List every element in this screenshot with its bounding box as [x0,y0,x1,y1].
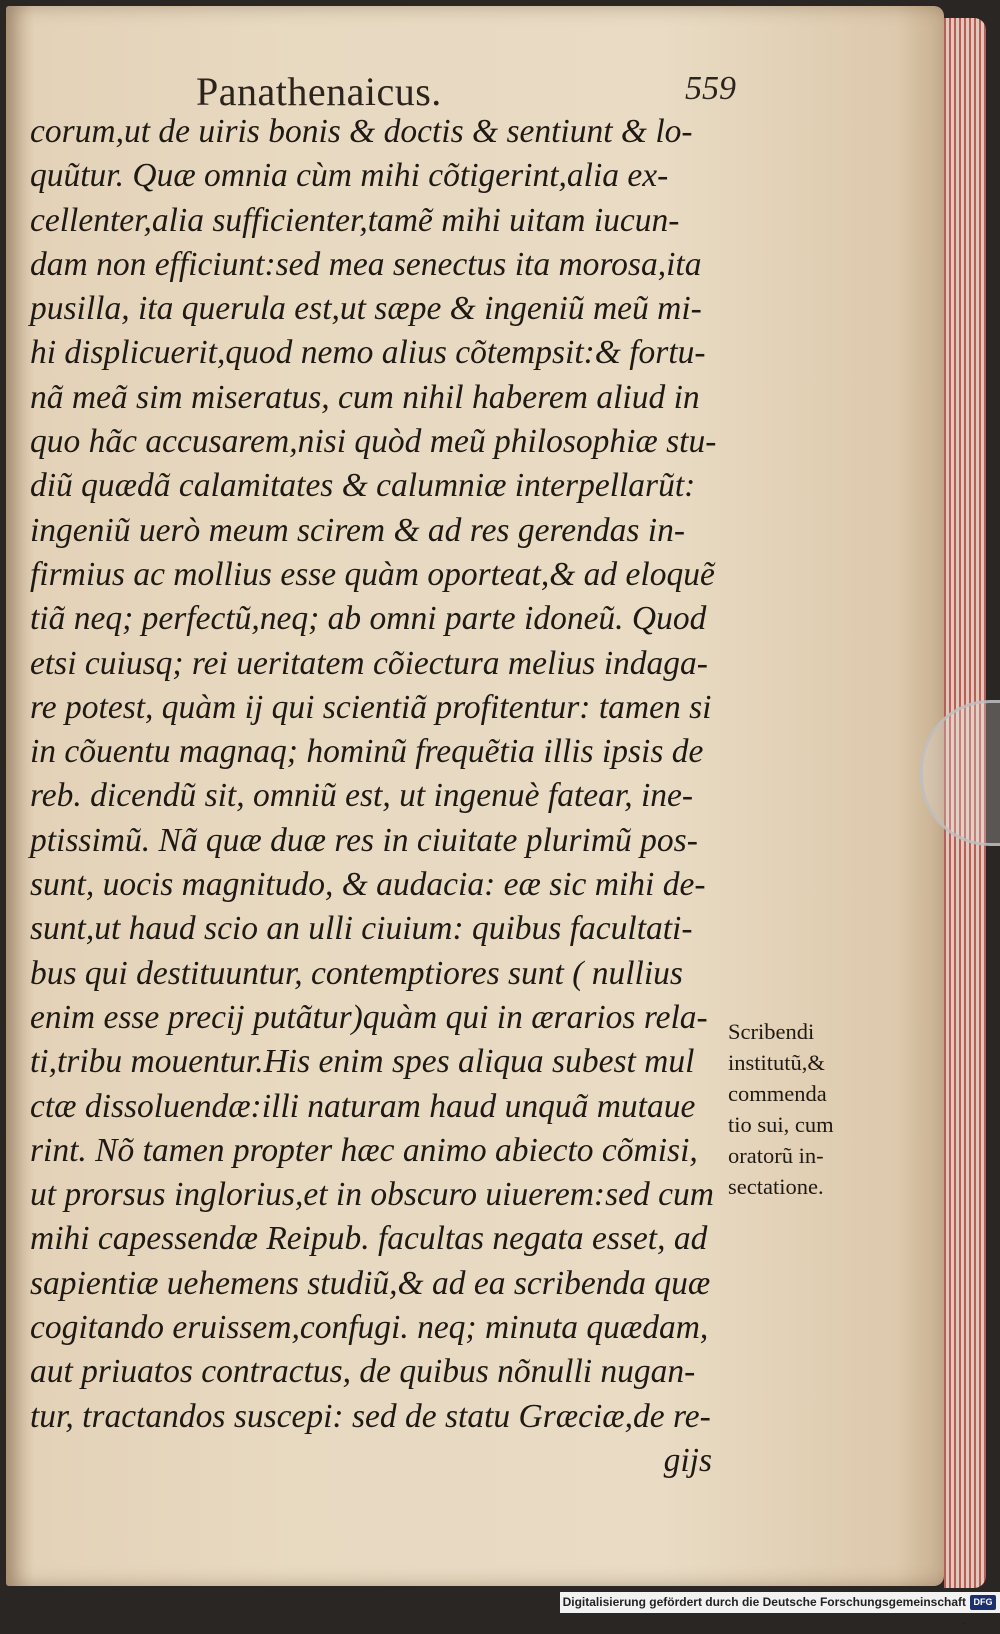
margin-note-line: tio sui, cum [728,1112,834,1137]
text-line: hi displicuerit,quod nemo alius cõtempsit:& fortu- [30,334,706,372]
text-line: nã meã sim miseratus, cum nihil haberem aliud in [30,378,700,416]
text-line: tur, tractandos suscepi: sed de statu Græciæ,de re- [30,1397,711,1435]
running-title: Panathenaicus. [196,69,442,114]
text-line: ut prorsus inglorius,et in obscuro uiuerem:sed cum [30,1176,714,1214]
text-line: enim esse precij putãtur)quàm qui in ærarios rela- [30,998,708,1036]
catchword: gijs [663,1441,712,1479]
text-line: ingeniũ uerò meum scirem & ad res gerendas in- [30,511,686,549]
margin-note-line: Scribendi [728,1019,815,1044]
page-number: 559 [685,70,736,107]
digitization-footer [560,1592,1000,1630]
text-line: etsi cuiusq; rei ueritatem cõiectura melius indaga- [30,644,708,682]
text-line: cogitando eruissem,confugi. neq; minuta quædam, [30,1309,709,1347]
text-line: diũ quædã calamitates & calumniæ interpellarũt: [30,467,696,505]
margin-note [728,1016,928,1202]
text-line: aut priuatos contractus, de quibus nõnulli nugan- [30,1353,696,1391]
footer-credit: Digitalisierung gefördert durch die Deutsche Forschungsgemeinschaft - [562,1595,966,1630]
text-line: ti,tribu mouentur.His enim spes aliqua subest mul [30,1043,695,1081]
text-line: bus qui destituuntur, contemptiores sunt ( nullius [30,954,683,992]
dfg-logo-icon: DFG [970,1595,996,1610]
text-line: ptissimũ. Nã quæ duæ res in ciuitate plurimũ pos- [30,821,698,859]
text-line: sunt,ut haud scio an ulli ciuium: quibus facultati- [30,910,693,948]
page-header [196,68,736,116]
margin-note-line: oratorũ in- [728,1143,824,1168]
body-text [30,110,720,1483]
text-line: tiã neq; perfectũ,neq; ab omni parte idoneũ. Quod [30,600,707,638]
text-line: firmius ac mollius esse quàm oporteat,& ad eloquẽ [30,555,715,593]
text-line: quũtur. Quæ omnia cùm mihi cõtigerint,alia ex- [30,157,669,195]
text-line: in cõuentu magnaq; hominũ frequẽtia illis ipsis de [30,733,704,771]
text-line: dam non efficiunt:sed mea senectus ita morosa,ita [30,245,702,283]
text-line: reb. dicendũ sit, omniũ est, ut ingenuè fatear, ine- [30,777,694,815]
text-line: rint. Nõ tamen propter hæc animo abiecto cõmisi, [30,1131,698,1169]
text-line: ctæ dissoluendæ:illi naturam haud unquã mutaue [30,1087,696,1125]
text-line: cellenter,alia sufficienter,tamẽ mihi uitam iucun- [30,201,680,239]
text-line: corum,ut de uiris bonis & doctis & sentiunt & lo- [30,113,693,150]
text-line: sapientiæ uehemens studiũ,& ad ea scribenda quæ [30,1264,711,1302]
margin-note-line: commenda [728,1081,827,1106]
page-paper [6,6,944,1586]
margin-note-line: sectatione. [728,1174,824,1199]
text-line: mihi capessendæ Reipub. facultas negata esset, ad [30,1220,708,1258]
text-line: sunt, uocis magnitudo, & audacia: eæ sic mihi de- [30,866,706,904]
text-line: quo hãc accusarem,nisi quòd meũ philosophiæ stu- [30,423,717,461]
margin-note-line: institutũ,& [728,1050,825,1075]
text-line: re potest, quàm ij qui scientiã profitentur: tamen si [30,688,712,726]
text-line: pusilla, ita querula est,ut sæpe & ingeniũ meũ mi- [30,290,702,328]
